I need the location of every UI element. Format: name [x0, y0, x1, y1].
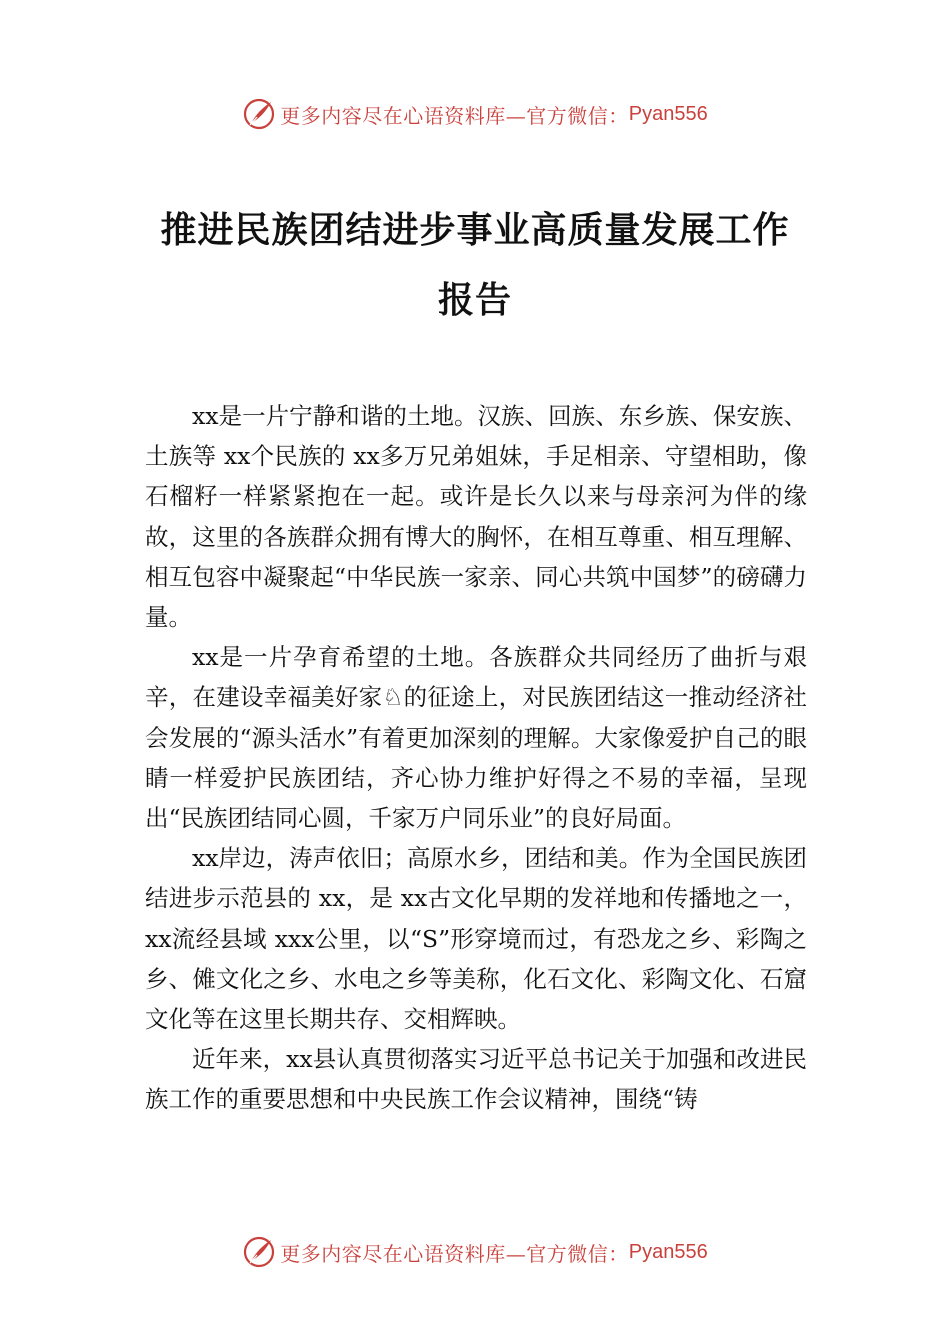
paragraph: xx是一片孕育希望的土地。各族群众共同经历了曲折与艰辛，在建设幸福美好家♘的征途上，对民族团结这一推动经济社会发展的“源头活水”有着更加深刻的理解。大家像爱护自己的眼睛一样爱护民族团结，齐心协力维护好得之不易的幸福，呈现出“民族团结同心圆，千家万户同乐业”的良好局面。 — [145, 643, 807, 833]
header-watermark-banner — [0, 94, 950, 134]
quill-logo-icon — [242, 1235, 276, 1269]
footer-watermark-banner — [0, 1232, 950, 1272]
wechat-id: Pyan556 — [628, 1240, 708, 1263]
document-title: 推进民族团结进步事业高质量发展工作报告 — [160, 209, 790, 321]
banner-text: 更多内容尽在心语资料库—官方微信： — [280, 103, 629, 128]
paragraph: 近年来，xx县认真贯彻落实习近平总书记关于加强和改进民族工作的重要思想和中央民族工作会议精神，围绕“铸 — [145, 1045, 807, 1114]
paragraph: xx是一片宁静和谐的土地。汉族、回族、东乡族、保安族、土族等 xx个民族的 xx多万兄弟姐妹，手足相亲、守望相助，像石榴籽一样紧紧抱在一起。或许是长久以来与母亲河为伴的缘故，这里的各族群众拥有博大的胸怀，在相互尊重、相互理解、相互包容中凝聚起“中华民族一家亲、同心共筑中国梦”的磅礴力量。 — [145, 402, 807, 632]
banner-text: 更多内容尽在心语资料库—官方微信： — [280, 1241, 629, 1266]
wechat-id: Pyan556 — [628, 102, 708, 125]
paragraph: xx岸边，涛声依旧；高原水乡，团结和美。作为全国民族团结进步示范县的 xx，是 xx古文化早期的发祥地和传播地之一，xx流经县域 xxx公里，以“S”形穿境而过，有恐龙之乡、彩陶之乡、傩文化之乡、水电之乡等美称，化石文化、彩陶文化、石窟文化等在这里长期共存、交相辉映。 — [145, 844, 807, 1034]
document-body — [145, 396, 807, 1120]
quill-logo-icon — [242, 97, 276, 131]
